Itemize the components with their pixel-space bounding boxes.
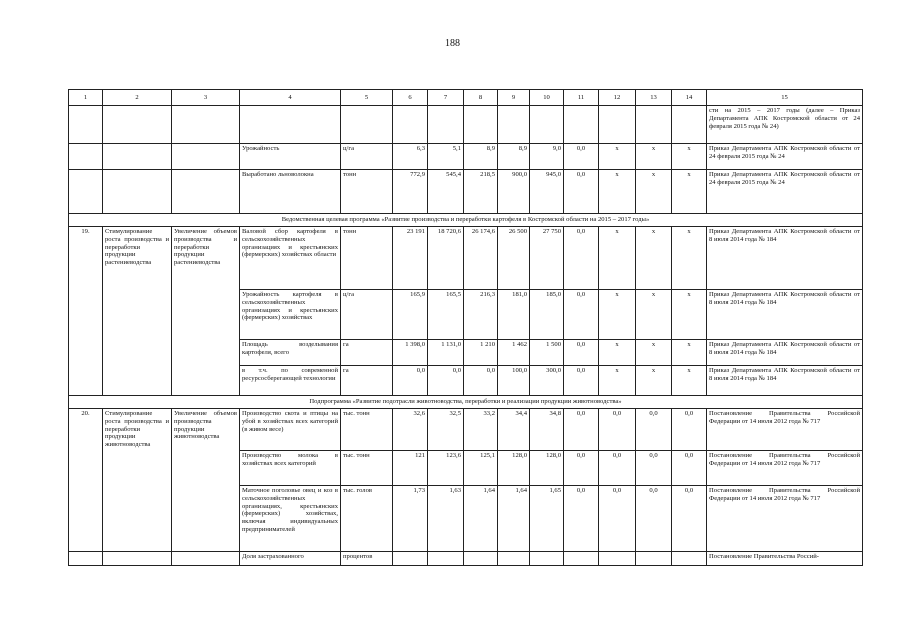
goal-cell: Стимулирование роста производства и переработки продукции животноводства (103, 409, 172, 552)
source-cell: Приказ Департамента АПК Костромской области от 24 февраля 2015 года № 24 (707, 170, 863, 214)
header-cell: 11 (564, 90, 599, 106)
value-cell: 1 210 (464, 340, 498, 366)
indicators-table (68, 89, 863, 566)
value-cell: x (636, 340, 672, 366)
header-cell: 8 (464, 90, 498, 106)
unit-cell: ц/га (341, 144, 393, 170)
value-cell: 0,0 (428, 366, 464, 396)
header-cell: 10 (530, 90, 564, 106)
value-cell: 0,0 (564, 366, 599, 396)
table-row (69, 144, 863, 170)
value-cell: 121 (393, 451, 428, 486)
value-cell: 0,0 (636, 451, 672, 486)
value-cell: 0,0 (564, 340, 599, 366)
value-cell: 26 500 (498, 227, 530, 290)
header-cell: 6 (393, 90, 428, 106)
unit-cell: га (341, 366, 393, 396)
value-cell: 0,0 (564, 170, 599, 214)
section-row (69, 396, 863, 409)
value-cell: 900,0 (498, 170, 530, 214)
value-cell: 8,9 (464, 144, 498, 170)
value-cell: 125,1 (464, 451, 498, 486)
section-title: Ведомственная целевая программа «Развитие производства и переработки картофеля в Костромской области на 2015 – 2017 годы» (69, 214, 863, 227)
value-cell: 1,73 (393, 486, 428, 552)
value-cell: 5,1 (428, 144, 464, 170)
value-cell: 545,4 (428, 170, 464, 214)
row-number: 19. (69, 227, 103, 396)
unit-cell: тыс. тонн (341, 409, 393, 451)
section-row (69, 214, 863, 227)
unit-cell: ц/га (341, 290, 393, 340)
value-cell: 0,0 (564, 409, 599, 451)
value-cell: 0,0 (564, 144, 599, 170)
header-cell: 4 (240, 90, 341, 106)
value-cell: 0,0 (564, 227, 599, 290)
value-cell: 18 720,6 (428, 227, 464, 290)
header-cell: 9 (498, 90, 530, 106)
value-cell: x (672, 227, 707, 290)
unit-cell: тонн (341, 170, 393, 214)
value-cell: 0,0 (636, 409, 672, 451)
value-cell: 100,0 (498, 366, 530, 396)
value-cell: 216,3 (464, 290, 498, 340)
value-cell: x (599, 290, 636, 340)
unit-cell: га (341, 340, 393, 366)
value-cell: x (636, 227, 672, 290)
value-cell: 32,6 (393, 409, 428, 451)
value-cell: 0,0 (672, 409, 707, 451)
value-cell: 218,5 (464, 170, 498, 214)
value-cell: 6,3 (393, 144, 428, 170)
indicator-cell: Урожайность (240, 144, 341, 170)
indicator-cell: Валовой сбор картофеля в сельскохозяйственных организациях и крестьянских (фермерских) хозяйствах области (240, 227, 341, 290)
value-cell: 1 398,0 (393, 340, 428, 366)
value-cell: 0,0 (672, 451, 707, 486)
source-cell: сти на 2015 – 2017 годы (далее – Приказ Департамента АПК Костромской области от 24 февраля 2015 года № 24) (707, 106, 863, 144)
task-cell: Увеличение объемов производства продукции животноводства (172, 409, 240, 552)
indicator-cell: Производство молока в хозяйствах всех категорий (240, 451, 341, 486)
indicator-cell: в т.ч. по современной ресурсосберегающей технологии (240, 366, 341, 396)
value-cell: x (599, 144, 636, 170)
row-number: 20. (69, 409, 103, 552)
indicator-cell: Производство скота и птицы на убой в хозяйствах всех категорий (в живом весе) (240, 409, 341, 451)
header-cell: 2 (103, 90, 172, 106)
table-row (69, 552, 863, 566)
indicator-cell: Доля застрахованного (240, 552, 341, 566)
table-row (69, 170, 863, 214)
header-cell: 1 (69, 90, 103, 106)
value-cell: 0,0 (636, 486, 672, 552)
value-cell: 185,0 (530, 290, 564, 340)
value-cell: x (636, 290, 672, 340)
header-cell: 13 (636, 90, 672, 106)
value-cell: 0,0 (564, 451, 599, 486)
value-cell: 0,0 (464, 366, 498, 396)
indicator-cell: Площадь возделывания картофеля, всего (240, 340, 341, 366)
table-row (69, 106, 863, 144)
unit-cell: тыс. голов (341, 486, 393, 552)
page-number: 188 (445, 38, 460, 49)
unit-cell: тонн (341, 227, 393, 290)
value-cell: 1,65 (530, 486, 564, 552)
source-cell: Приказ Департамента АПК Костромской области от 24 февраля 2015 года № 24 (707, 144, 863, 170)
value-cell: 34,4 (498, 409, 530, 451)
value-cell: 123,6 (428, 451, 464, 486)
source-cell: Постановление Правительства Российской Федерации от 14 июля 2012 года № 717 (707, 409, 863, 451)
value-cell: 23 191 (393, 227, 428, 290)
value-cell: 1,64 (464, 486, 498, 552)
value-cell: 9,0 (530, 144, 564, 170)
value-cell: 128,0 (530, 451, 564, 486)
value-cell: 1 500 (530, 340, 564, 366)
header-cell: 3 (172, 90, 240, 106)
value-cell: x (636, 366, 672, 396)
indicator-cell: Урожайность картофеля в сельскохозяйственных организациях и крестьянских (фермерских) хозяйствах (240, 290, 341, 340)
value-cell: x (599, 340, 636, 366)
source-cell: Приказ Департамента АПК Костромской области от 8 июля 2014 года № 184 (707, 366, 863, 396)
table-header-row (69, 90, 863, 106)
source-cell: Приказ Департамента АПК Костромской области от 8 июля 2014 года № 184 (707, 227, 863, 290)
indicator-cell: Выработано льноволокна (240, 170, 341, 214)
value-cell: 1 131,0 (428, 340, 464, 366)
header-cell: 14 (672, 90, 707, 106)
value-cell: 32,5 (428, 409, 464, 451)
value-cell: 33,2 (464, 409, 498, 451)
header-cell: 5 (341, 90, 393, 106)
task-cell: Увеличение объемов производства и переработки продукции растениеводства (172, 227, 240, 396)
value-cell: 0,0 (564, 290, 599, 340)
value-cell: 26 174,6 (464, 227, 498, 290)
value-cell: 128,0 (498, 451, 530, 486)
value-cell: 0,0 (393, 366, 428, 396)
value-cell: 165,5 (428, 290, 464, 340)
unit-cell: тыс. тонн (341, 451, 393, 486)
header-cell: 15 (707, 90, 863, 106)
value-cell: 0,0 (599, 409, 636, 451)
unit-cell: процентов (341, 552, 393, 566)
source-cell: Приказ Департамента АПК Костромской области от 8 июля 2014 года № 184 (707, 290, 863, 340)
indicator-cell: Маточное поголовье овец и коз в сельскохозяйственных организациях, крестьянских (фермерских) хозяйствах, включая индивидуальных предпринимателей (240, 486, 341, 552)
header-cell: 12 (599, 90, 636, 106)
value-cell: 772,9 (393, 170, 428, 214)
value-cell: 1,64 (498, 486, 530, 552)
value-cell: x (599, 366, 636, 396)
value-cell: x (672, 170, 707, 214)
source-cell: Постановление Правительства Россий- (707, 552, 863, 566)
value-cell: x (672, 366, 707, 396)
value-cell: 165,9 (393, 290, 428, 340)
source-cell: Постановление Правительства Российской Федерации от 14 июля 2012 года № 717 (707, 486, 863, 552)
value-cell: 8,9 (498, 144, 530, 170)
value-cell: 0,0 (599, 451, 636, 486)
value-cell: x (672, 290, 707, 340)
table-row (69, 227, 863, 290)
value-cell: 27 750 (530, 227, 564, 290)
value-cell: 181,0 (498, 290, 530, 340)
value-cell: 1,63 (428, 486, 464, 552)
table-row (69, 409, 863, 451)
value-cell: 34,8 (530, 409, 564, 451)
source-cell: Приказ Департамента АПК Костромской области от 8 июля 2014 года № 184 (707, 340, 863, 366)
section-title: Подпрограмма «Развитие подотрасли животноводства, переработки и реализации продукции животноводства» (69, 396, 863, 409)
value-cell: x (636, 170, 672, 214)
value-cell: x (599, 227, 636, 290)
header-cell: 7 (428, 90, 464, 106)
value-cell: 300,0 (530, 366, 564, 396)
value-cell: x (672, 144, 707, 170)
value-cell: 1 462 (498, 340, 530, 366)
value-cell: 945,0 (530, 170, 564, 214)
value-cell: 0,0 (672, 486, 707, 552)
goal-cell: Стимулирование роста производства и переработки продукции растениеводства (103, 227, 172, 396)
source-cell: Постановление Правительства Российской Федерации от 14 июля 2012 года № 717 (707, 451, 863, 486)
value-cell: x (636, 144, 672, 170)
value-cell: x (672, 340, 707, 366)
value-cell: x (599, 170, 636, 214)
value-cell: 0,0 (599, 486, 636, 552)
value-cell: 0,0 (564, 486, 599, 552)
